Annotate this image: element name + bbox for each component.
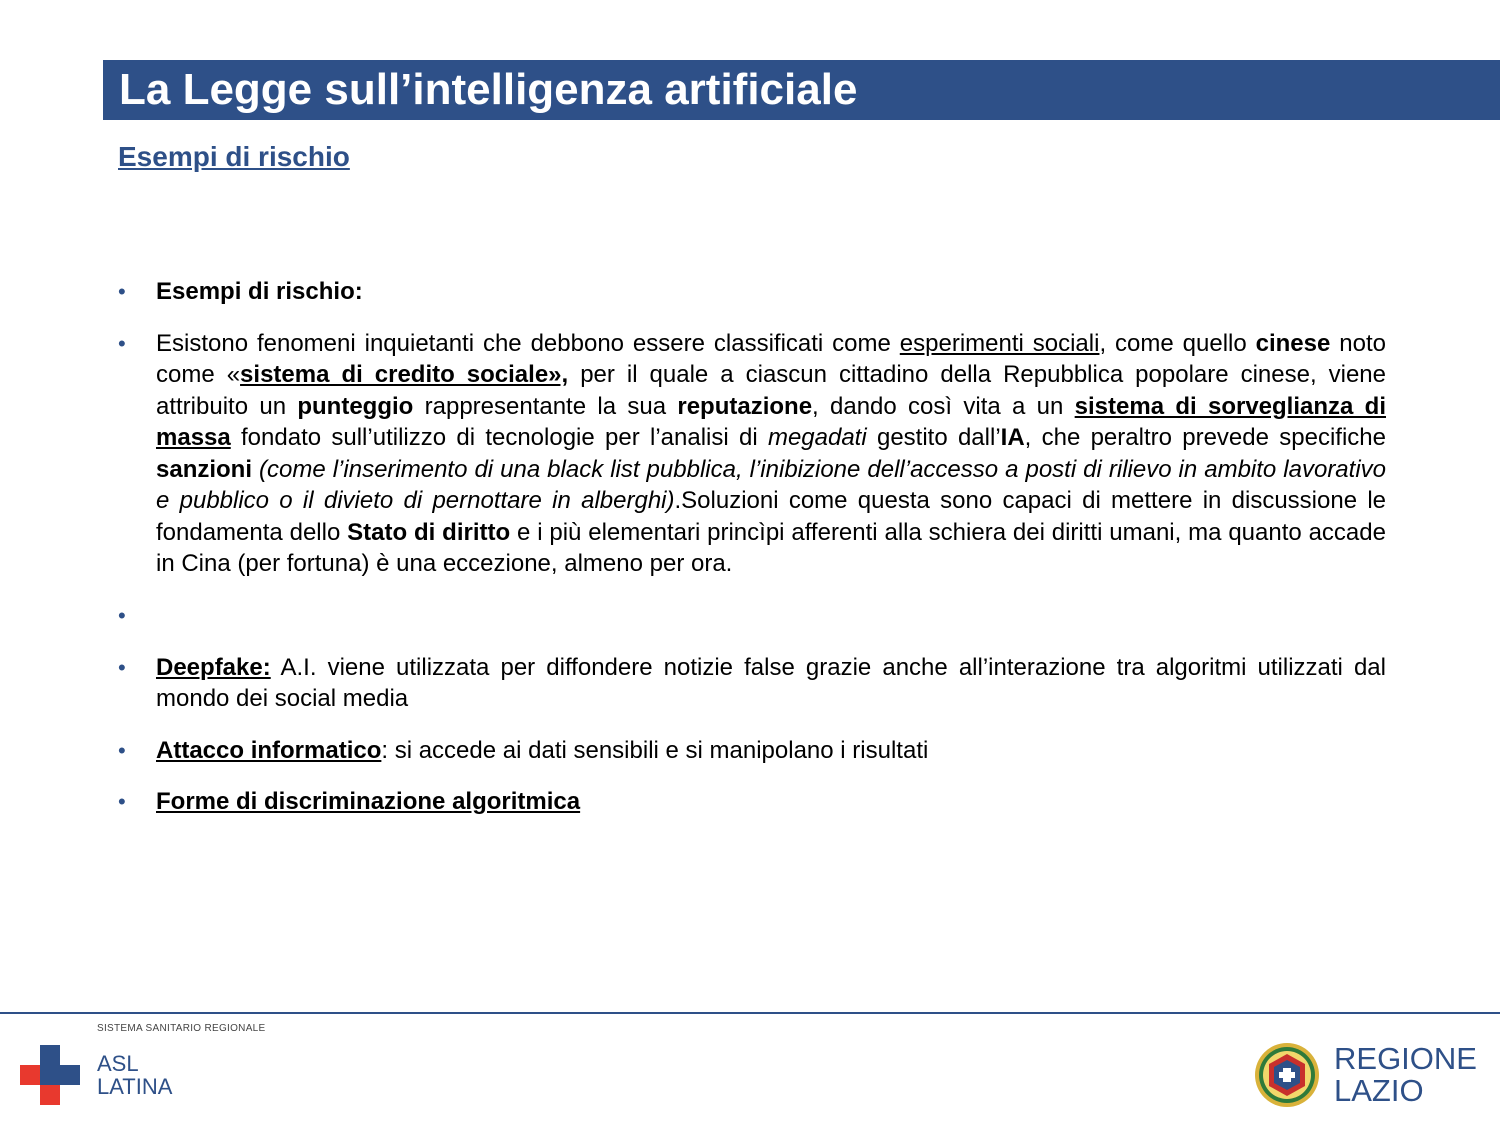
bullet-text: : si accede ai dati sensibili e si manipolano i risultati [381,736,929,764]
footer-divider [0,1012,1500,1014]
bullet-item-deepfake [118,652,1386,715]
text-run: sistema di credito sociale», [240,361,569,388]
text-run: , come quello [1099,329,1256,357]
asl-line2: LATINA [97,1074,173,1099]
asl-cross-icon [20,1045,80,1105]
bullet-text: Esempi di rischio: [156,278,363,305]
bullet-item-empty [118,600,1386,632]
regione-line2: LAZIO [1334,1073,1424,1108]
text-run: punteggio [297,392,414,420]
text-run: Esistono fenomeni inquietanti che debbono essere classificati come [156,329,900,357]
regione-lazio-emblem-icon [1254,1042,1320,1108]
slide-subtitle: Esempi di rischio [118,141,350,172]
bullet-icon: • [118,279,126,304]
text-run: cinese [1255,329,1331,357]
ssr-label: SISTEMA SANITARIO REGIONALE [97,1023,266,1034]
bullet-list [118,276,1386,838]
title-bar [103,60,1500,120]
bullet-item-discriminazione [118,786,1386,818]
asl-logo-text [97,1052,172,1098]
bullet-icon: • [118,654,126,680]
regione-line1: REGIONE [1334,1041,1477,1076]
bullet-icon: • [118,330,126,356]
text-run: gestito dall’ [866,424,1001,451]
text-run: , che peraltro prevede specifiche [1024,424,1386,451]
text-run: sistema di sorveglianza di massa [156,392,1386,451]
text-run: e i più elementari princìpi afferenti alla schiera dei diritti umani, ma quanto accade in Cina (per fortuna) è una eccezione, almeno per ora. [156,518,1386,577]
text-run: reputazione [677,392,813,420]
bullet-label: Attacco informatico [156,736,382,764]
text-run [252,456,259,483]
bullet-item-esempi [118,276,1386,308]
bullet-label: Deepfake: [156,653,271,681]
text-run: sanzioni [156,455,253,483]
bullet-item-attacco [118,735,1386,767]
text-run: , dando così vita a un [812,392,1075,420]
asl-line1: ASL [97,1051,139,1076]
slide-title: La Legge sull’intelligenza artificiale [119,65,858,114]
text-run: noto come « [156,329,1386,388]
regione-lazio-text [1334,1043,1477,1107]
text-run: IA [1000,424,1025,451]
text-run: Stato di diritto [347,518,511,546]
text-run: fondato sull’utilizzo di tecnologie per l’analisi di [230,424,768,451]
bullet-item-credito-sociale [118,328,1386,580]
text-run: megadati [767,424,867,451]
bullet-text: A.I. viene utilizzata per diffondere notizie false grazie anche all’interazione tra algoritmi utilizzati dal mondo dei social media [156,653,1386,712]
bullet-label: Forme di discriminazione algoritmica [156,788,581,815]
text-run: per il quale a ciascun cittadino della Repubblica popolare cinese, viene attribuito un [156,361,1387,420]
bullet-icon: • [118,602,126,628]
text-run: rappresentante la sua [413,392,678,420]
text-run: (come l’inserimento di una black list pubblica, l’inibizione dell’accesso a posti di rilievo in ambito lavorativo e pubblico o il divieto di pernottare in alberghi) [156,455,1386,514]
bullet-icon: • [118,789,126,814]
text-run: .Soluzioni come questa sono capaci di mettere in discussione le fondamenta dello [156,487,1387,546]
text-run: esperimenti sociali [899,329,1100,357]
bullet-icon: • [118,737,126,763]
